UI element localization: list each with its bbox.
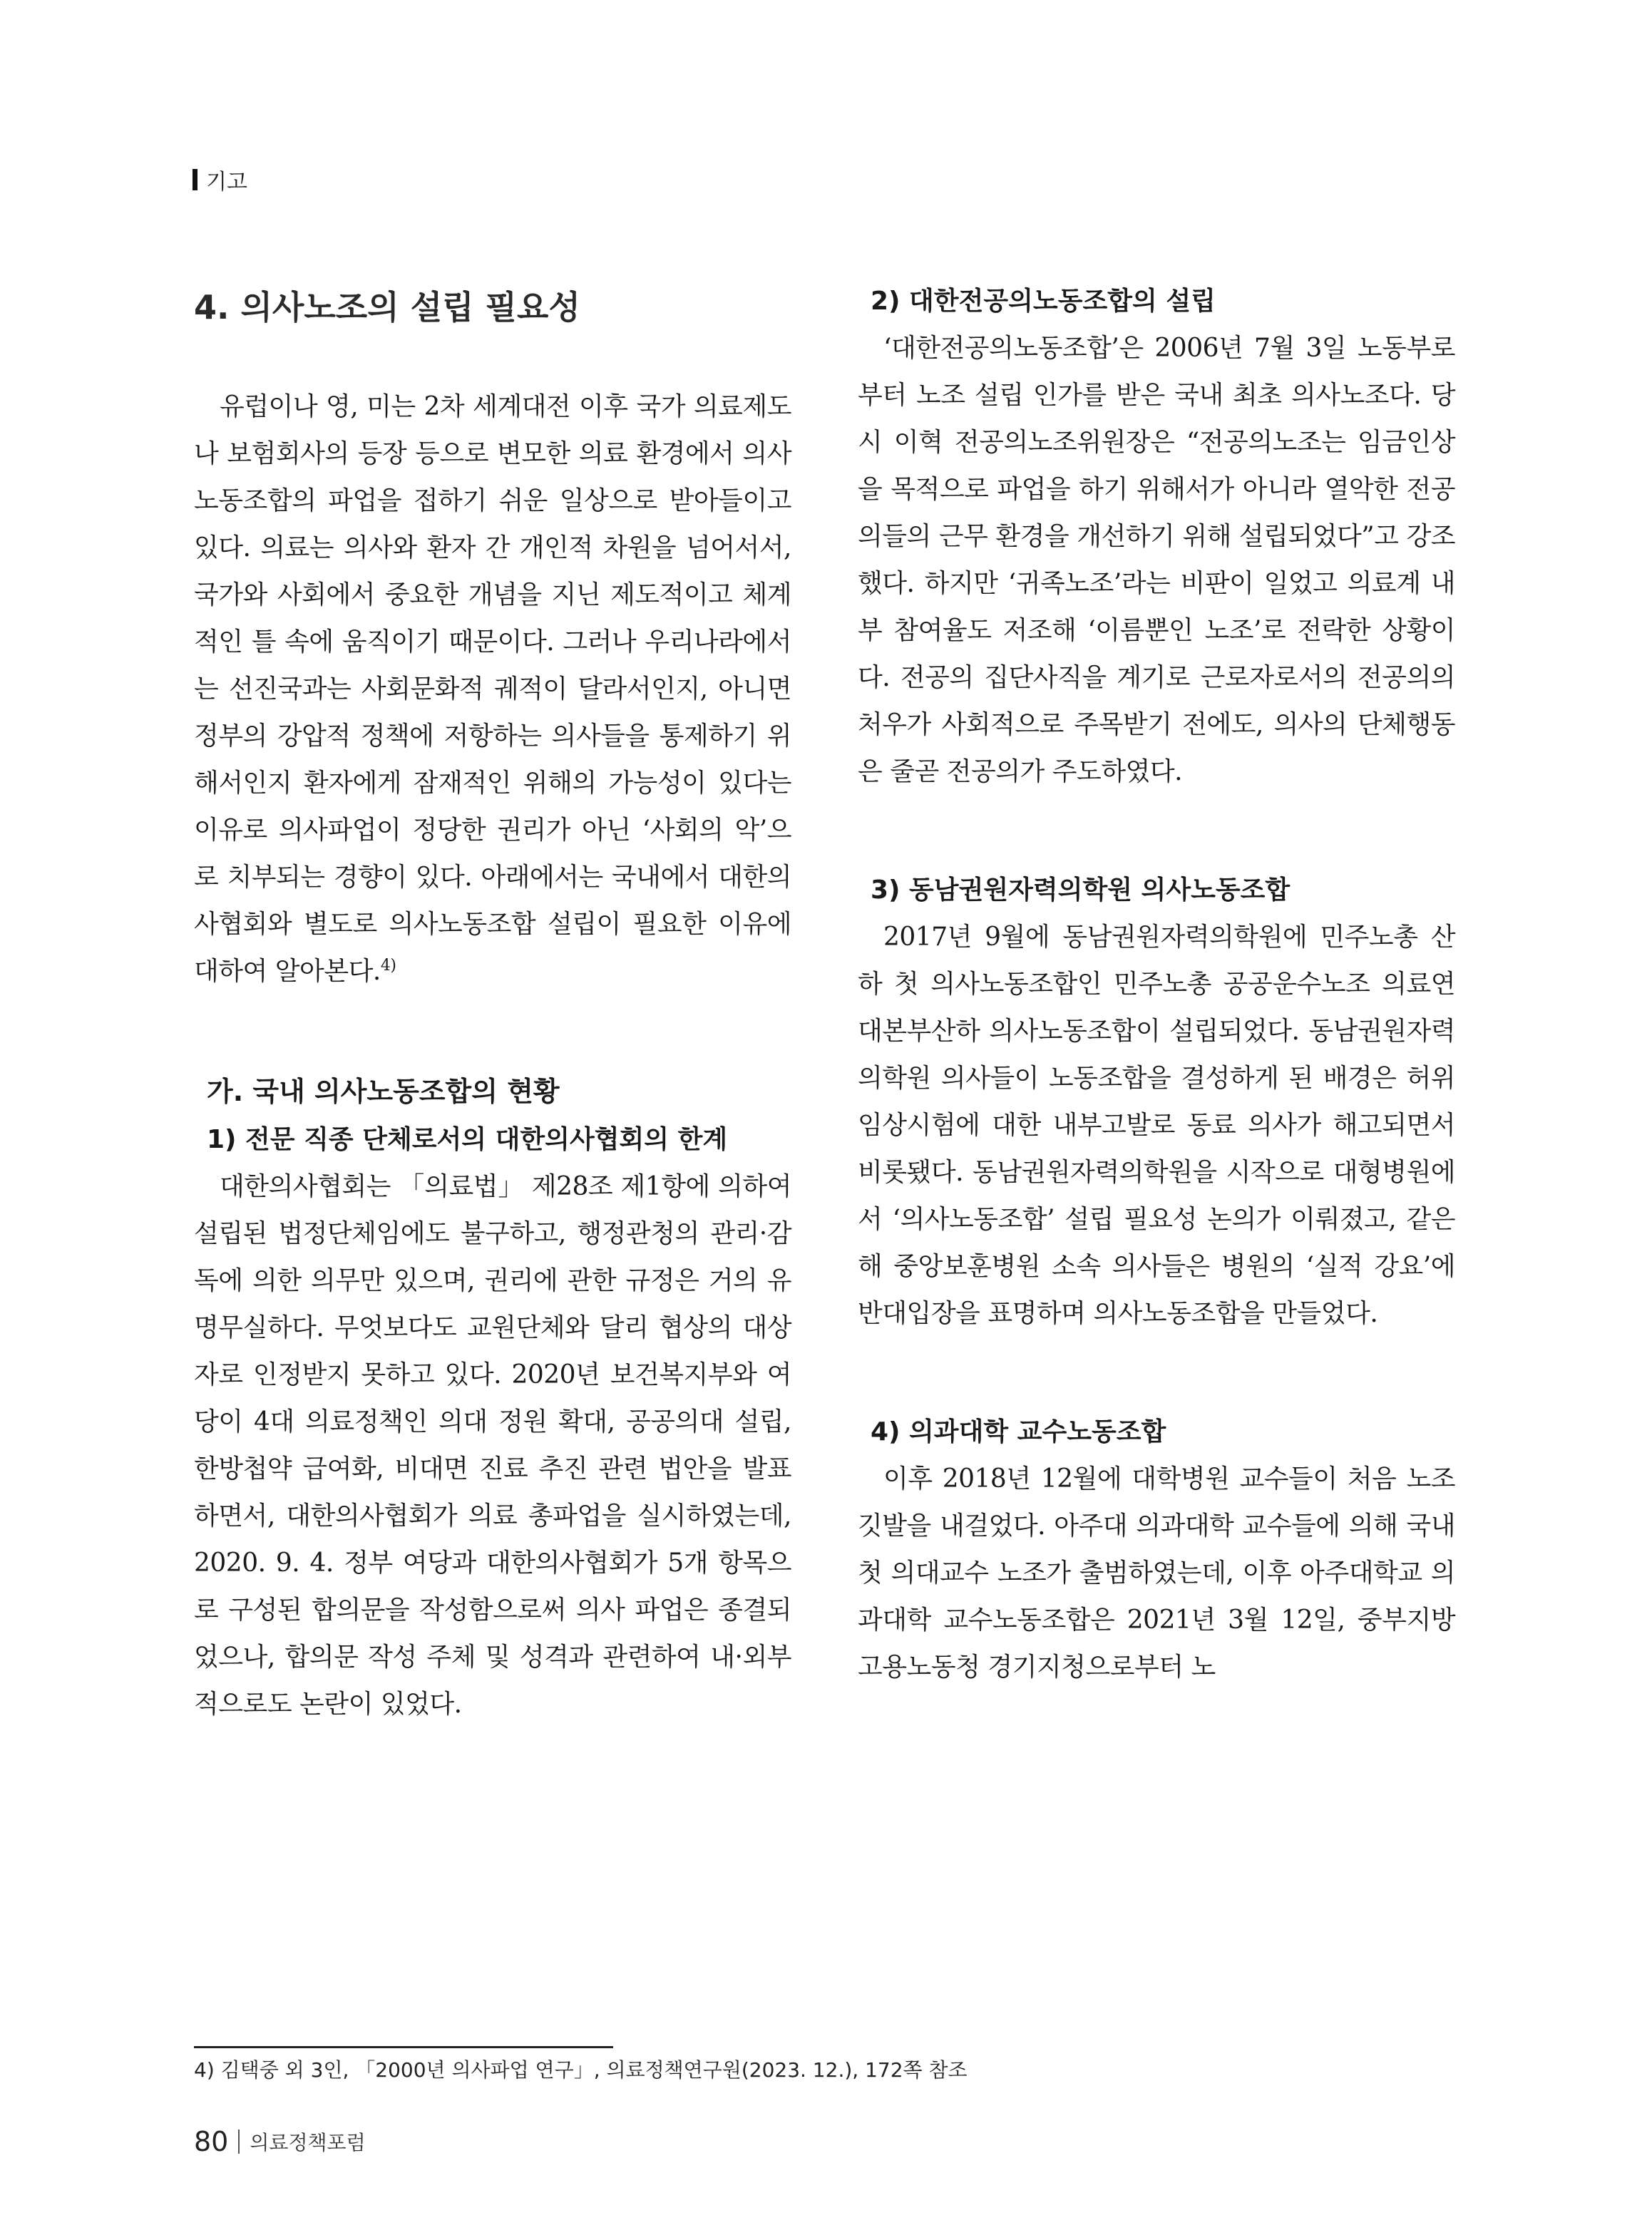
header-bar-icon (193, 169, 197, 190)
footer-separator (238, 2129, 240, 2154)
intro-text: 유럽이나 영, 미는 2차 세계대전 이후 국가 의료제도나 보험회사의 등장 등으로 변모한 의료 환경에서 의사노동조합의 파업을 접하기 쉬운 일상으로 받아들이고 있다. 의료는 의사와 환자 간 개인적 차원을 넘어서서, 국가와 사회에서 중요한 개념을 지닌 제도적이고 체계적인 틀 속에 움직이기 때문이다. 그러나 우리나라에서는 선진국과는 사회문화적 궤적이 달라서인지, 아니면 정부의 강압적 정책에 저항하는 의사들을 통제하기 위해서인지 환자에게 잠재적인 위해의 가능성이 있다는 이유로 의사파업이 정당한 권리가 아닌 ‘사회의 악’으로 치부되는 경향이 있다. 아래에서는 국내에서 대한의사협회와 별도로 의사노동조합 설립이 필요한 이유에 대하여 알아본다. (194, 392, 791, 986)
footnote-divider (194, 2046, 613, 2048)
item3-body: 2017년 9월에 동남권원자력의학원에 민주노총 산하 첫 의사노동조합인 민주노총 공공운수노조 의료연대본부산하 의사노동조합이 설립되었다. 동남권원자력의학원 의사들이 노동조합을 결성하게 된 배경은 허위 임상시험에 대한 내부고발로 동료 의사가 해고되면서 비롯됐다. 동남권원자력의학원을 시작으로 대형병원에서 ‘의사노동조합’ 설립 필요성 논의가 이뤄졌고, 같은 해 중앙보훈병원 소속 의사들은 병원의 ‘실적 강요’에 반대입장을 표명하며 의사노동조합을 만들었다. (858, 923, 1455, 1328)
subsection-title: 가. 국내 의사노동조합의 현황 (207, 1076, 560, 1107)
item2-title: 2) 대한전공의노동조합의 설립 (871, 287, 1216, 316)
item4-title: 4) 의과대학 교수노동조합 (871, 1417, 1166, 1447)
item1-title: 1) 전문 직종 단체로서의 대한의사협회의 한계 (207, 1125, 728, 1154)
page-footer (194, 2126, 366, 2157)
section-title: 4. 의사노조의 설립 필요성 (194, 288, 580, 327)
header-section-label: 기고 (206, 170, 247, 195)
right-column (858, 278, 1455, 1691)
running-header (193, 165, 247, 194)
item1-body: 대한의사협회는 「의료법」 제28조 제1항에 의하여 설립된 법정단체임에도 불구하고, 행정관청의 관리·감독에 의한 의무만 있으며, 권리에 관한 규정은 거의 유명무실하다. 무엇보다도 교원단체와 달리 협상의 대상자로 인정받지 못하고 있다. 2020년 보건복지부와 여당이 4대 의료정책인 의대 정원 확대, 공공의대 설립, 한방첩약 급여화, 비대면 진료 추진 관련 법안을 발표하면서, 대한의사협회가 의료 총파업을 실시하였는데, 2020. 9. 4. 정부 여당과 대한의사협회가 5개 항목으로 구성된 합의문을 작성함으로써 의사 파업은 종결되었으나, 합의문 작성 주체 및 성격과 관련하여 내·외부적으로도 논란이 있었다. (194, 1172, 791, 1719)
item3-title: 3) 동남권원자력의학원 의사노동조합 (871, 875, 1291, 905)
item2-body: ‘대한전공의노동조합’은 2006년 7월 3일 노동부로부터 노조 설립 인가를 받은 국내 최초 의사노조다. 당시 이혁 전공의노조위원장은 “전공의노조는 임금인상을 목적으로 파업을 하기 위해서가 아니라 열악한 전공의들의 근무 환경을 개선하기 위해 설립되었다”고 강조했다. 하지만 ‘귀족노조’라는 비판이 일었고 의료계 내부 참여율도 저조해 ‘이름뿐인 노조’로 전락한 상황이다. 전공의 집단사직을 계기로 근로자로서의 전공의의 처우가 사회적으로 주목받기 전에도, 의사의 단체행동은 줄곧 전공의가 주도하였다. (858, 334, 1455, 786)
footnote: 4) 김택중 외 3인, 「2000년 의사파업 연구」, 의료정책연구원(2023. 12.), 172쪽 참조 (194, 2058, 968, 2082)
intro-paragraph (194, 384, 791, 995)
left-column (194, 278, 791, 1728)
publication-name: 의료정책포럼 (250, 2131, 366, 2154)
page-number: 80 (194, 2126, 229, 2157)
footnote-ref[interactable]: 4) (380, 957, 396, 975)
item4-body: 이후 2018년 12월에 대학병원 교수들이 처음 노조 깃발을 내걸었다. 아주대 의과대학 교수들에 의해 국내 첫 의대교수 노조가 출범하였는데, 이후 아주대학교 의과대학 교수노동조합은 2021년 3월 12일, 중부지방고용노동청 경기지청으로부터 노 (858, 1464, 1455, 1682)
